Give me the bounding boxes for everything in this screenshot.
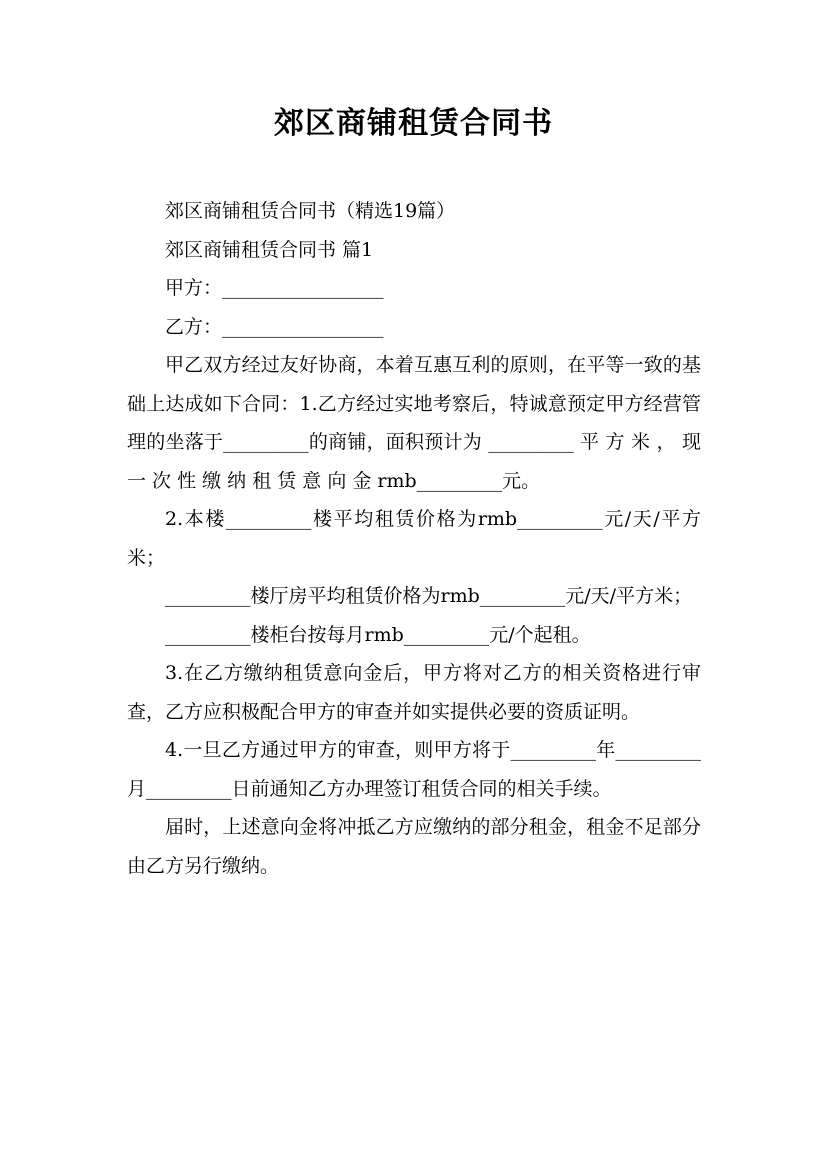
paragraph-deposit-offset: 届时，上述意向金将冲抵乙方应缴纳的部分租金，租金不足部分由乙方另行缴纳。 [127,816,701,877]
paragraph-party-b: 乙方：_________________ [165,315,384,338]
paragraph-clause-3: 3.在乙方缴纳租赁意向金后，甲方将对乙方的相关资格进行审查，乙方应积极配合甲方的审查并如实提供必要的资质证明。 [127,662,701,723]
paragraph-clause-2-floor-price: 2.本楼_________楼平均租赁价格为rmb_________元/天/平方米； [127,508,701,569]
paragraph-subtitle: 郊区商铺租赁合同书（精选19篇） [165,200,456,222]
paragraph-party-a: 甲方：_________________ [165,277,384,299]
paragraph-clause-2-counter-price: _________楼柜台按每月rmb_________元/个起租。 [165,623,591,646]
paragraph-intro-clause: 甲乙双方经过友好协商，本着互惠互利的原则，在平等一致的基础上达成如下合同：1.乙方经过实地考察后，特诚意预定甲方经营管理的坐落于_________的商铺，面积预计为 _________ 平 方 米 ， 现 一 次 性 缴 纳 租 赁 意 向 金 rmb_________元。 [127,354,708,492]
document-body [127,192,708,885]
paragraph-clause-2-hall-price: _________楼厅房平均租赁价格为rmb_________元/天/平方米； [165,585,693,607]
paragraph-section-heading: 郊区商铺租赁合同书 篇1 [165,238,374,261]
document-title: 郊区商铺租赁合同书 [274,106,553,141]
paragraph-clause-4: 4.一旦乙方通过甲方的审查，则甲方将于_________年_________月_________日前通知乙方办理签订租赁合同的相关手续。 [127,739,701,800]
